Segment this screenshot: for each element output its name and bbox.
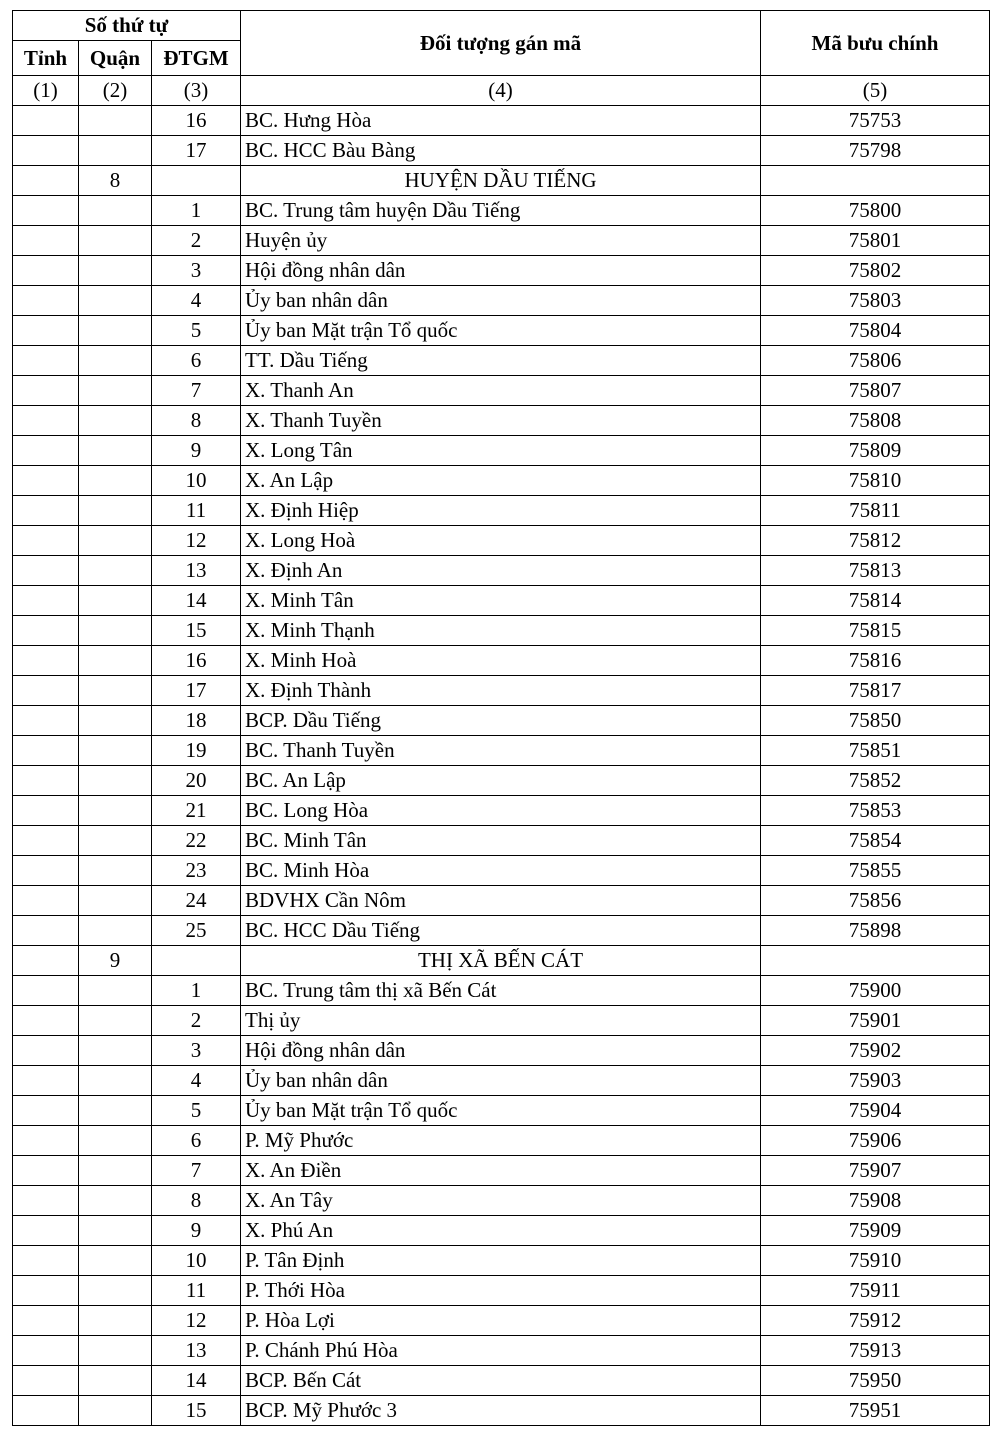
table-row [13,616,990,646]
cell-dtgm: 9 [152,436,241,466]
cell-dtgm: 10 [152,466,241,496]
cell-tinh [13,166,79,196]
cell-quan [79,1096,152,1126]
cell-dtgm: 16 [152,106,241,136]
cell-quan [79,1216,152,1246]
cell-dtgm: 5 [152,316,241,346]
cell-tinh [13,856,79,886]
cell-dtgm: 19 [152,736,241,766]
table-row [13,1216,990,1246]
cell-code: 75911 [761,1276,990,1306]
cell-code: 75802 [761,256,990,286]
cell-dtgm: 15 [152,1396,241,1426]
cell-tinh [13,766,79,796]
cell-dtgm: 1 [152,976,241,1006]
cell-tinh [13,316,79,346]
cell-code [761,946,990,976]
cell-dtgm: 13 [152,556,241,586]
table-row [13,106,990,136]
cell-tinh [13,976,79,1006]
cell-quan [79,1156,152,1186]
cell-code: 75913 [761,1336,990,1366]
table-row [13,796,990,826]
cell-tinh [13,1306,79,1336]
cell-dtgm [152,166,241,196]
cell-name: BCP. Dầu Tiếng [241,706,761,736]
table-row [13,886,990,916]
cell-code: 75907 [761,1156,990,1186]
cell-code: 75950 [761,1366,990,1396]
table-row [13,646,990,676]
cell-code: 75909 [761,1216,990,1246]
header-ma-buu-chinh: Mã bưu chính [761,11,990,76]
cell-quan [79,1066,152,1096]
cell-code: 75903 [761,1066,990,1096]
cell-dtgm: 12 [152,526,241,556]
cell-quan [79,1396,152,1426]
cell-quan [79,736,152,766]
cell-quan [79,976,152,1006]
cell-code: 75951 [761,1396,990,1426]
cell-tinh [13,1336,79,1366]
cell-name: BC. HCC Bàu Bàng [241,136,761,166]
table-row [13,1396,990,1426]
table-row [13,706,990,736]
table-row [13,736,990,766]
table-row [13,1126,990,1156]
cell-code: 75814 [761,586,990,616]
header-quan: Quận [79,41,152,76]
column-number: (3) [152,76,241,106]
cell-code: 75817 [761,676,990,706]
cell-name: BC. Hưng Hòa [241,106,761,136]
section-row [13,946,990,976]
cell-quan [79,376,152,406]
cell-name: Huyện ủy [241,226,761,256]
cell-code: 75855 [761,856,990,886]
table-row [13,1306,990,1336]
cell-quan [79,1336,152,1366]
cell-tinh [13,706,79,736]
cell-name: X. Minh Hoà [241,646,761,676]
table-row [13,376,990,406]
cell-quan [79,136,152,166]
cell-code: 75904 [761,1096,990,1126]
postal-code-table [12,10,990,1426]
cell-name: BC. Trung tâm thị xã Bến Cát [241,976,761,1006]
cell-dtgm: 16 [152,646,241,676]
cell-code: 75901 [761,1006,990,1036]
cell-tinh [13,736,79,766]
cell-name: X. Định Thành [241,676,761,706]
table-row [13,1156,990,1186]
cell-quan: 8 [79,166,152,196]
cell-code: 75811 [761,496,990,526]
cell-code: 75902 [761,1036,990,1066]
cell-dtgm: 7 [152,376,241,406]
table-row [13,226,990,256]
cell-name: Ủy ban nhân dân [241,286,761,316]
cell-dtgm: 10 [152,1246,241,1276]
table-row [13,136,990,166]
cell-name: TT. Dầu Tiếng [241,346,761,376]
cell-dtgm: 12 [152,1306,241,1336]
cell-quan [79,1036,152,1066]
cell-dtgm: 8 [152,1186,241,1216]
header-doi-tuong: Đối tượng gán mã [241,11,761,76]
cell-tinh [13,106,79,136]
cell-tinh [13,466,79,496]
cell-quan [79,1126,152,1156]
column-number: (2) [79,76,152,106]
cell-name: X. Định An [241,556,761,586]
cell-tinh [13,346,79,376]
cell-tinh [13,826,79,856]
table-row [13,976,990,1006]
cell-dtgm: 3 [152,256,241,286]
cell-code: 75912 [761,1306,990,1336]
cell-name: X. Long Tân [241,436,761,466]
table-row [13,1036,990,1066]
cell-name: X. Minh Thạnh [241,616,761,646]
cell-quan [79,526,152,556]
table-row [13,916,990,946]
table-row [13,676,990,706]
cell-tinh [13,1366,79,1396]
cell-code: 75804 [761,316,990,346]
cell-quan [79,856,152,886]
cell-quan [79,556,152,586]
table-row [13,1096,990,1126]
cell-dtgm: 11 [152,496,241,526]
cell-tinh [13,796,79,826]
cell-dtgm: 25 [152,916,241,946]
cell-tinh [13,376,79,406]
cell-quan [79,496,152,526]
cell-quan [79,1006,152,1036]
cell-tinh [13,1096,79,1126]
cell-code: 75810 [761,466,990,496]
table-row [13,1366,990,1396]
table-body [13,106,990,1426]
cell-tinh [13,286,79,316]
column-number: (5) [761,76,990,106]
cell-quan [79,586,152,616]
cell-code: 75851 [761,736,990,766]
cell-dtgm: 6 [152,1126,241,1156]
cell-code: 75801 [761,226,990,256]
cell-tinh [13,646,79,676]
column-number: (1) [13,76,79,106]
cell-quan [79,1306,152,1336]
cell-quan [79,676,152,706]
table-row [13,1006,990,1036]
cell-code: 75910 [761,1246,990,1276]
cell-quan: 9 [79,946,152,976]
table-row [13,286,990,316]
table-row [13,196,990,226]
cell-code: 75856 [761,886,990,916]
cell-tinh [13,586,79,616]
cell-code: 75815 [761,616,990,646]
cell-tinh [13,1006,79,1036]
cell-tinh [13,1246,79,1276]
cell-code: 75908 [761,1186,990,1216]
cell-tinh [13,1216,79,1246]
cell-quan [79,196,152,226]
cell-code: 75906 [761,1126,990,1156]
cell-name: P. Chánh Phú Hòa [241,1336,761,1366]
cell-name: X. Thanh Tuyền [241,406,761,436]
cell-code: 75807 [761,376,990,406]
cell-tinh [13,406,79,436]
cell-tinh [13,496,79,526]
cell-dtgm: 14 [152,586,241,616]
section-title: HUYỆN DẦU TIẾNG [241,166,761,196]
header-dtgm: ĐTGM [152,41,241,76]
cell-quan [79,1186,152,1216]
cell-name: BC. Thanh Tuyền [241,736,761,766]
cell-name: Hội đồng nhân dân [241,256,761,286]
cell-dtgm: 3 [152,1036,241,1066]
table-row [13,256,990,286]
cell-dtgm [152,946,241,976]
cell-code: 75812 [761,526,990,556]
cell-quan [79,406,152,436]
cell-name: P. Tân Định [241,1246,761,1276]
cell-dtgm: 6 [152,346,241,376]
cell-quan [79,316,152,346]
cell-quan [79,466,152,496]
cell-dtgm: 4 [152,286,241,316]
cell-code: 75853 [761,796,990,826]
table-row [13,586,990,616]
cell-quan [79,766,152,796]
cell-quan [79,616,152,646]
cell-dtgm: 20 [152,766,241,796]
table-row [13,556,990,586]
cell-quan [79,226,152,256]
table-row [13,436,990,466]
table-row [13,316,990,346]
cell-dtgm: 4 [152,1066,241,1096]
cell-name: Ủy ban Mặt trận Tổ quốc [241,1096,761,1126]
cell-tinh [13,676,79,706]
cell-code: 75800 [761,196,990,226]
cell-dtgm: 22 [152,826,241,856]
cell-dtgm: 5 [152,1096,241,1126]
table-row [13,1066,990,1096]
cell-dtgm: 9 [152,1216,241,1246]
cell-name: P. Hòa Lợi [241,1306,761,1336]
table-row [13,766,990,796]
cell-quan [79,286,152,316]
cell-tinh [13,226,79,256]
cell-code: 75806 [761,346,990,376]
cell-dtgm: 17 [152,676,241,706]
cell-tinh [13,616,79,646]
table-row [13,466,990,496]
cell-quan [79,1276,152,1306]
cell-dtgm: 21 [152,796,241,826]
cell-quan [79,646,152,676]
cell-dtgm: 24 [152,886,241,916]
table-row [13,1246,990,1276]
cell-name: BCP. Mỹ Phước 3 [241,1396,761,1426]
cell-code: 75809 [761,436,990,466]
cell-quan [79,826,152,856]
cell-code [761,166,990,196]
table-row [13,1336,990,1366]
cell-dtgm: 13 [152,1336,241,1366]
cell-dtgm: 23 [152,856,241,886]
cell-quan [79,1246,152,1276]
table-row [13,496,990,526]
cell-code: 75803 [761,286,990,316]
cell-quan [79,706,152,736]
cell-code: 75753 [761,106,990,136]
cell-name: P. Thới Hòa [241,1276,761,1306]
cell-tinh [13,1036,79,1066]
cell-tinh [13,1186,79,1216]
cell-dtgm: 17 [152,136,241,166]
cell-name: BC. An Lập [241,766,761,796]
cell-dtgm: 14 [152,1366,241,1396]
cell-name: BDVHX Cần Nôm [241,886,761,916]
cell-quan [79,256,152,286]
cell-tinh [13,526,79,556]
cell-name: Thị ủy [241,1006,761,1036]
header-group-so-thu-tu: Số thứ tự [13,11,241,41]
cell-name: X. An Điền [241,1156,761,1186]
cell-dtgm: 1 [152,196,241,226]
cell-name: Ủy ban Mặt trận Tổ quốc [241,316,761,346]
cell-code: 75798 [761,136,990,166]
cell-tinh [13,1276,79,1306]
cell-code: 75813 [761,556,990,586]
cell-name: BC. Minh Tân [241,826,761,856]
cell-tinh [13,946,79,976]
cell-quan [79,346,152,376]
cell-quan [79,1366,152,1396]
cell-tinh [13,1156,79,1186]
cell-quan [79,796,152,826]
cell-tinh [13,1066,79,1096]
cell-tinh [13,1396,79,1426]
cell-name: P. Mỹ Phước [241,1126,761,1156]
cell-tinh [13,196,79,226]
cell-tinh [13,1126,79,1156]
cell-code: 75854 [761,826,990,856]
cell-quan [79,916,152,946]
table-row [13,406,990,436]
cell-name: BCP. Bến Cát [241,1366,761,1396]
cell-name: BC. Trung tâm huyện Dầu Tiếng [241,196,761,226]
cell-tinh [13,436,79,466]
cell-tinh [13,886,79,916]
cell-name: BC. Long Hòa [241,796,761,826]
cell-code: 75850 [761,706,990,736]
cell-code: 75900 [761,976,990,1006]
cell-quan [79,106,152,136]
cell-name: X. Phú An [241,1216,761,1246]
table-row [13,1186,990,1216]
cell-name: X. Thanh An [241,376,761,406]
cell-name: X. Minh Tân [241,586,761,616]
cell-name: X. An Lập [241,466,761,496]
cell-name: Hội đồng nhân dân [241,1036,761,1066]
cell-dtgm: 8 [152,406,241,436]
cell-name: Ủy ban nhân dân [241,1066,761,1096]
table-row [13,826,990,856]
cell-dtgm: 11 [152,1276,241,1306]
cell-dtgm: 2 [152,226,241,256]
column-number: (4) [241,76,761,106]
cell-code: 75898 [761,916,990,946]
cell-name: X. Long Hoà [241,526,761,556]
header-tinh: Tỉnh [13,41,79,76]
table-row [13,526,990,556]
cell-code: 75852 [761,766,990,796]
cell-quan [79,886,152,916]
cell-tinh [13,256,79,286]
cell-tinh [13,916,79,946]
section-title: THỊ XÃ BẾN CÁT [241,946,761,976]
cell-name: BC. HCC Dầu Tiếng [241,916,761,946]
table-row [13,856,990,886]
table-row [13,346,990,376]
cell-dtgm: 2 [152,1006,241,1036]
cell-name: BC. Minh Hòa [241,856,761,886]
cell-dtgm: 7 [152,1156,241,1186]
cell-code: 75808 [761,406,990,436]
cell-code: 75816 [761,646,990,676]
cell-name: X. Định Hiệp [241,496,761,526]
cell-name: X. An Tây [241,1186,761,1216]
section-row [13,166,990,196]
cell-dtgm: 15 [152,616,241,646]
cell-tinh [13,136,79,166]
table-row [13,1276,990,1306]
cell-dtgm: 18 [152,706,241,736]
cell-quan [79,436,152,466]
cell-tinh [13,556,79,586]
